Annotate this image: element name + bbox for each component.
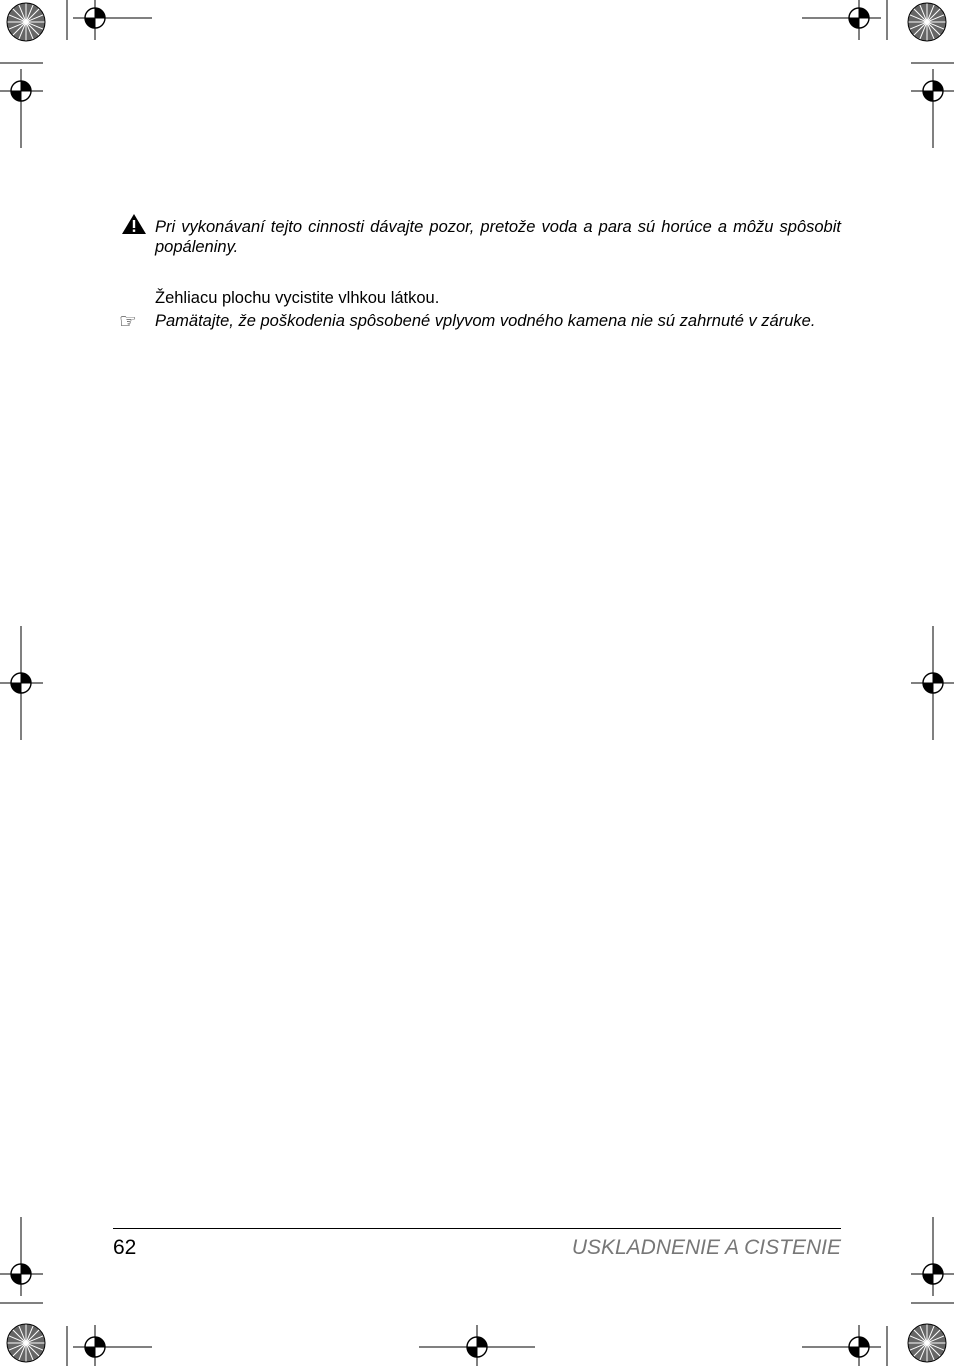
star-mark-bottom-left xyxy=(7,1324,45,1362)
chapter-title: USKLADNENIE A CISTENIE xyxy=(571,1236,841,1259)
pointing-hand-icon: ☞ xyxy=(119,309,137,333)
crosshair-top-right xyxy=(837,0,881,40)
star-mark-bottom-right xyxy=(908,1324,946,1362)
crosshair-top-left xyxy=(73,0,117,40)
star-mark-top-left xyxy=(7,3,45,41)
warning-text: Pri vykonávaní tejto cinnosti dávajte pozor, pretože voda a para sú horúce a môžu spôsobit popáleniny. xyxy=(155,218,841,256)
crosshair-bottom-center xyxy=(455,1325,499,1366)
warning-triangle-icon xyxy=(121,213,147,235)
page-number: 62 xyxy=(113,1236,137,1259)
star-mark-top-right xyxy=(908,3,946,41)
crosshair-bottom-right xyxy=(837,1325,881,1366)
footer-divider xyxy=(113,1228,841,1229)
crosshair-bottom-left xyxy=(73,1325,117,1366)
instruction-text: Žehliacu plochu vycistite vlhkou látkou. xyxy=(155,289,440,307)
note-text: Pamätajte, že poškodenia spôsobené vplyvom vodného kamena nie sú zahrnuté v záruke. xyxy=(155,312,816,330)
